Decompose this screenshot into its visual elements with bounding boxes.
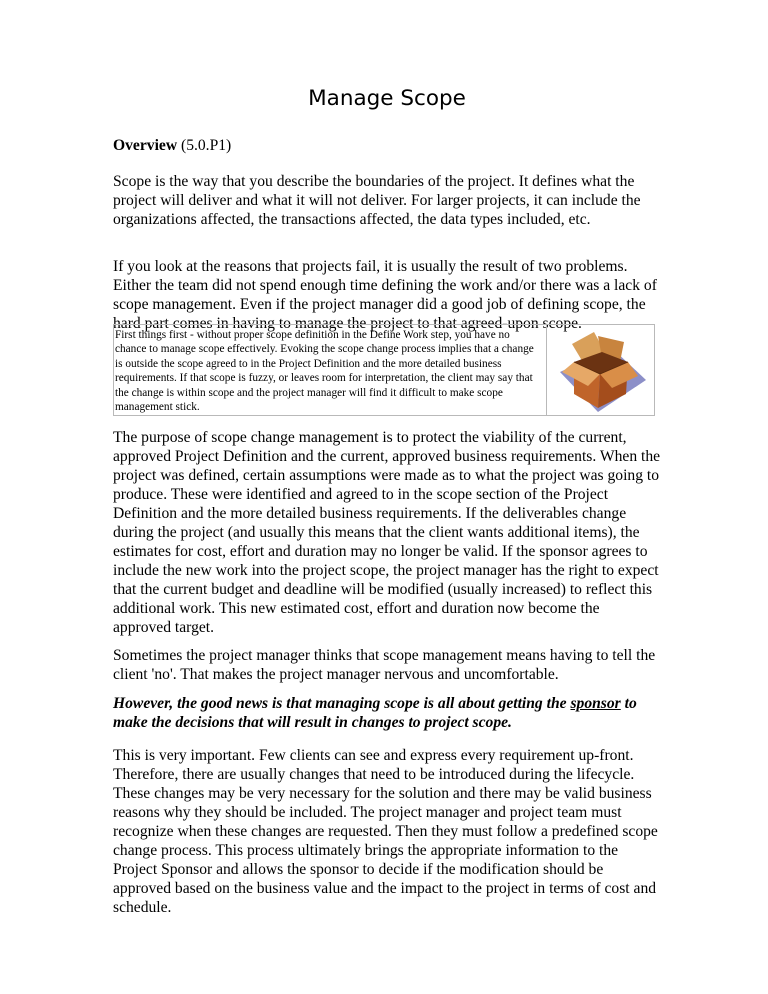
paragraph-scope-definition: Scope is the way that you describe the boundaries of the project. It defines what the project will deliver and what it will not deliver. For larger projects, it can include the organizations affected, the transactions affected, the data types included, etc. [113,173,641,228]
overview-ref: (5.0.P1) [181,137,232,154]
paragraph-telling-no: Sometimes the project manager thinks that scope management means having to tell the client 'no'. That makes the project manager nervous and uncomfortable. [113,647,656,683]
open-box-icon [554,328,648,414]
note-box [113,324,655,416]
emphasis-after: to make the decisions that will result in changes to project scope. [113,695,637,731]
emphasis-sponsor: sponsor [570,695,621,712]
paragraph-project-failure: If you look at the reasons that projects fail, it is usually the result of two problems. Either the team did not spend enough time defining the work and/or there was a lack of scope management. Even if the project manager did a good job of defining scope, the hard part comes in having to manage the project to that agreed-upon scope. [113,258,657,332]
note-text: First things first - without proper scope definition in the Define Work step, you have no chance to manage scope effectively. Evoking the scope change process implies that a change is outside the scope agreed to in the Project Definition and the more detailed business requirements. If that scope is fuzzy, or leaves room for interpretation, the client may say that the change is within scope and the project manager will find it difficult to make scope management stick. [114,325,547,415]
overview-line [113,136,661,155]
emphasis-before: However, the good news is that managing scope is all about getting the [113,695,571,712]
emphasis-paragraph [113,694,661,732]
overview-heading: Overview [113,137,178,154]
page-title: Manage Scope [308,86,466,111]
paragraph-important: This is very important. Few clients can see and express every requirement up-front. Therefore, there are usually changes that need to be introduced during the lifecycle. These changes may be very necessary for the solution and there may be valid business reasons why they should be included. The project manager and project team must recognize when these changes are requested. Then they must follow a predefined scope change process. This process ultimately brings the appropriate information to the Project Sponsor and allows the sponsor to decide if the modification should be approved based on the business value and the impact to the project in terms of cost and schedule. [113,747,658,916]
note-image-cell [547,325,654,415]
paragraph-change-management: The purpose of scope change management is to protect the viability of the current, approved Project Definition and the current, approved business requirements. When the project was defined, certain assumptions were made as to what the project was going to produce. These were identified and agreed to in the scope section of the Project Definition and the more detailed business requirements. If the deliverables change during the project (and usually this means that the client wants additional items), the estimates for cost, effort and duration may no longer be valid. If the sponsor agrees to include the new work into the project scope, the project manager has the right to expect that the current budget and deadline will be modified (usually increased) to reflect this additional work. This new estimated cost, effort and duration now become the approved target. [113,429,661,636]
